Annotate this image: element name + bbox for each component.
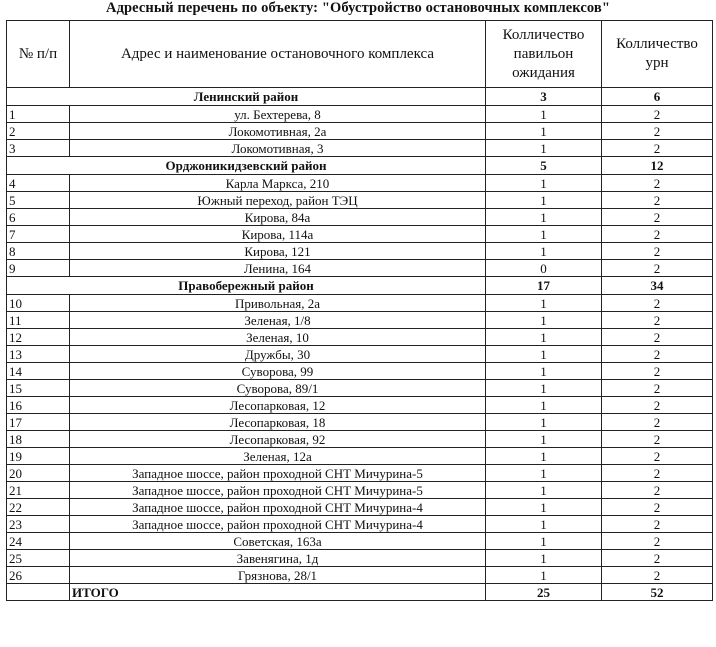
row-pavilions: 1	[486, 567, 602, 584]
row-urns: 2	[602, 312, 713, 329]
header-urns: Колличество урн	[602, 21, 713, 88]
row-pavilions: 1	[486, 448, 602, 465]
row-address: Кирова, 121	[70, 243, 486, 260]
district-pavilions-total: 5	[486, 157, 602, 175]
row-urns: 2	[602, 192, 713, 209]
row-number: 11	[7, 312, 70, 329]
district-urns-total: 12	[602, 157, 713, 175]
row-pavilions: 1	[486, 363, 602, 380]
row-urns: 2	[602, 346, 713, 363]
total-row	[7, 584, 713, 601]
header-row	[7, 21, 713, 88]
table-row	[7, 414, 713, 431]
row-address: Привольная, 2а	[70, 295, 486, 312]
row-number: 3	[7, 140, 70, 157]
row-address: ул. Бехтерева, 8	[70, 106, 486, 123]
row-address: Локомотивная, 2а	[70, 123, 486, 140]
district-name: Ленинский район	[7, 88, 486, 106]
document-title: Адресный перечень по объекту: "Обустройство остановочных комплексов"	[106, 0, 610, 16]
row-pavilions: 1	[486, 346, 602, 363]
row-pavilions: 1	[486, 175, 602, 192]
row-urns: 2	[602, 123, 713, 140]
row-number: 4	[7, 175, 70, 192]
district-urns-total: 34	[602, 277, 713, 295]
row-address: Западное шоссе, район проходной СНТ Мичурина-4	[70, 499, 486, 516]
row-number: 24	[7, 533, 70, 550]
row-urns: 2	[602, 260, 713, 277]
row-pavilions: 1	[486, 533, 602, 550]
table-row	[7, 465, 713, 482]
table-row	[7, 550, 713, 567]
row-pavilions: 1	[486, 226, 602, 243]
table-row	[7, 106, 713, 123]
row-urns: 2	[602, 226, 713, 243]
total-label: ИТОГО	[70, 584, 486, 601]
row-pavilions: 1	[486, 123, 602, 140]
table-row	[7, 431, 713, 448]
table-row	[7, 260, 713, 277]
row-number: 10	[7, 295, 70, 312]
row-number: 12	[7, 329, 70, 346]
row-urns: 2	[602, 295, 713, 312]
row-number: 7	[7, 226, 70, 243]
district-pavilions-total: 3	[486, 88, 602, 106]
total-urns: 52	[602, 584, 713, 601]
row-number: 23	[7, 516, 70, 533]
row-urns: 2	[602, 140, 713, 157]
row-address: Грязнова, 28/1	[70, 567, 486, 584]
row-urns: 2	[602, 499, 713, 516]
table-row	[7, 192, 713, 209]
row-urns: 2	[602, 414, 713, 431]
address-table	[6, 20, 713, 601]
table-row	[7, 123, 713, 140]
table-row	[7, 533, 713, 550]
table-row	[7, 448, 713, 465]
table-row	[7, 397, 713, 414]
row-number: 19	[7, 448, 70, 465]
table-row	[7, 226, 713, 243]
row-address: Лесопарковая, 12	[70, 397, 486, 414]
row-number: 6	[7, 209, 70, 226]
row-address: Суворова, 99	[70, 363, 486, 380]
row-urns: 2	[602, 482, 713, 499]
row-pavilions: 1	[486, 209, 602, 226]
row-number: 26	[7, 567, 70, 584]
row-number: 9	[7, 260, 70, 277]
row-urns: 2	[602, 448, 713, 465]
row-address: Карла Маркса, 210	[70, 175, 486, 192]
row-urns: 2	[602, 567, 713, 584]
row-number: 16	[7, 397, 70, 414]
row-number: 20	[7, 465, 70, 482]
row-number: 18	[7, 431, 70, 448]
table-row	[7, 482, 713, 499]
row-pavilions: 1	[486, 550, 602, 567]
row-number: 14	[7, 363, 70, 380]
header-address: Адрес и наименование остановочного комплекса	[70, 21, 486, 88]
table-row	[7, 243, 713, 260]
district-row	[7, 88, 713, 106]
table-row	[7, 295, 713, 312]
row-pavilions: 1	[486, 312, 602, 329]
district-urns-total: 6	[602, 88, 713, 106]
row-address: Западное шоссе, район проходной СНТ Мичурина-4	[70, 516, 486, 533]
header-pavilions: Колличество павильон ожидания	[486, 21, 602, 88]
row-address: Лесопарковая, 92	[70, 431, 486, 448]
row-address: Суворова, 89/1	[70, 380, 486, 397]
row-pavilions: 1	[486, 192, 602, 209]
row-number: 5	[7, 192, 70, 209]
row-urns: 2	[602, 209, 713, 226]
row-pavilions: 1	[486, 380, 602, 397]
row-number: 25	[7, 550, 70, 567]
table-row	[7, 209, 713, 226]
district-name: Орджоникидзевский район	[7, 157, 486, 175]
row-address: Зеленая, 12а	[70, 448, 486, 465]
row-pavilions: 1	[486, 499, 602, 516]
row-pavilions: 0	[486, 260, 602, 277]
row-pavilions: 1	[486, 414, 602, 431]
row-urns: 2	[602, 550, 713, 567]
total-empty-cell	[7, 584, 70, 601]
row-urns: 2	[602, 465, 713, 482]
row-number: 22	[7, 499, 70, 516]
row-urns: 2	[602, 380, 713, 397]
row-pavilions: 1	[486, 482, 602, 499]
row-address: Зеленая, 10	[70, 329, 486, 346]
table-row	[7, 329, 713, 346]
row-address: Завенягина, 1д	[70, 550, 486, 567]
row-address: Локомотивная, 3	[70, 140, 486, 157]
row-pavilions: 1	[486, 397, 602, 414]
row-pavilions: 1	[486, 329, 602, 346]
row-number: 15	[7, 380, 70, 397]
table-row	[7, 175, 713, 192]
row-pavilions: 1	[486, 106, 602, 123]
row-urns: 2	[602, 431, 713, 448]
table-row	[7, 567, 713, 584]
row-address: Кирова, 114а	[70, 226, 486, 243]
row-number: 17	[7, 414, 70, 431]
row-number: 13	[7, 346, 70, 363]
table-row	[7, 380, 713, 397]
row-address: Кирова, 84а	[70, 209, 486, 226]
row-urns: 2	[602, 106, 713, 123]
table-row	[7, 363, 713, 380]
row-address: Лесопарковая, 18	[70, 414, 486, 431]
row-pavilions: 1	[486, 140, 602, 157]
district-pavilions-total: 17	[486, 277, 602, 295]
row-number: 8	[7, 243, 70, 260]
row-pavilions: 1	[486, 295, 602, 312]
district-row	[7, 157, 713, 175]
district-name: Правобережный район	[7, 277, 486, 295]
row-urns: 2	[602, 243, 713, 260]
row-address: Западное шоссе, район проходной СНТ Мичурина-5	[70, 482, 486, 499]
row-address: Зеленая, 1/8	[70, 312, 486, 329]
row-urns: 2	[602, 397, 713, 414]
row-urns: 2	[602, 175, 713, 192]
row-pavilions: 1	[486, 243, 602, 260]
row-address: Южный переход, район ТЭЦ	[70, 192, 486, 209]
row-number: 1	[7, 106, 70, 123]
row-urns: 2	[602, 329, 713, 346]
row-address: Дружбы, 30	[70, 346, 486, 363]
row-number: 2	[7, 123, 70, 140]
row-address: Западное шоссе, район проходной СНТ Мичурина-5	[70, 465, 486, 482]
table-body	[7, 88, 713, 601]
row-address: Ленина, 164	[70, 260, 486, 277]
header-num: № п/п	[7, 21, 70, 88]
row-urns: 2	[602, 363, 713, 380]
district-row	[7, 277, 713, 295]
row-number: 21	[7, 482, 70, 499]
row-pavilions: 1	[486, 516, 602, 533]
table-row	[7, 516, 713, 533]
table-row	[7, 140, 713, 157]
row-pavilions: 1	[486, 465, 602, 482]
row-urns: 2	[602, 533, 713, 550]
row-address: Советская, 163а	[70, 533, 486, 550]
row-urns: 2	[602, 516, 713, 533]
table-row	[7, 346, 713, 363]
row-pavilions: 1	[486, 431, 602, 448]
total-pavilions: 25	[486, 584, 602, 601]
table-row	[7, 499, 713, 516]
table-row	[7, 312, 713, 329]
